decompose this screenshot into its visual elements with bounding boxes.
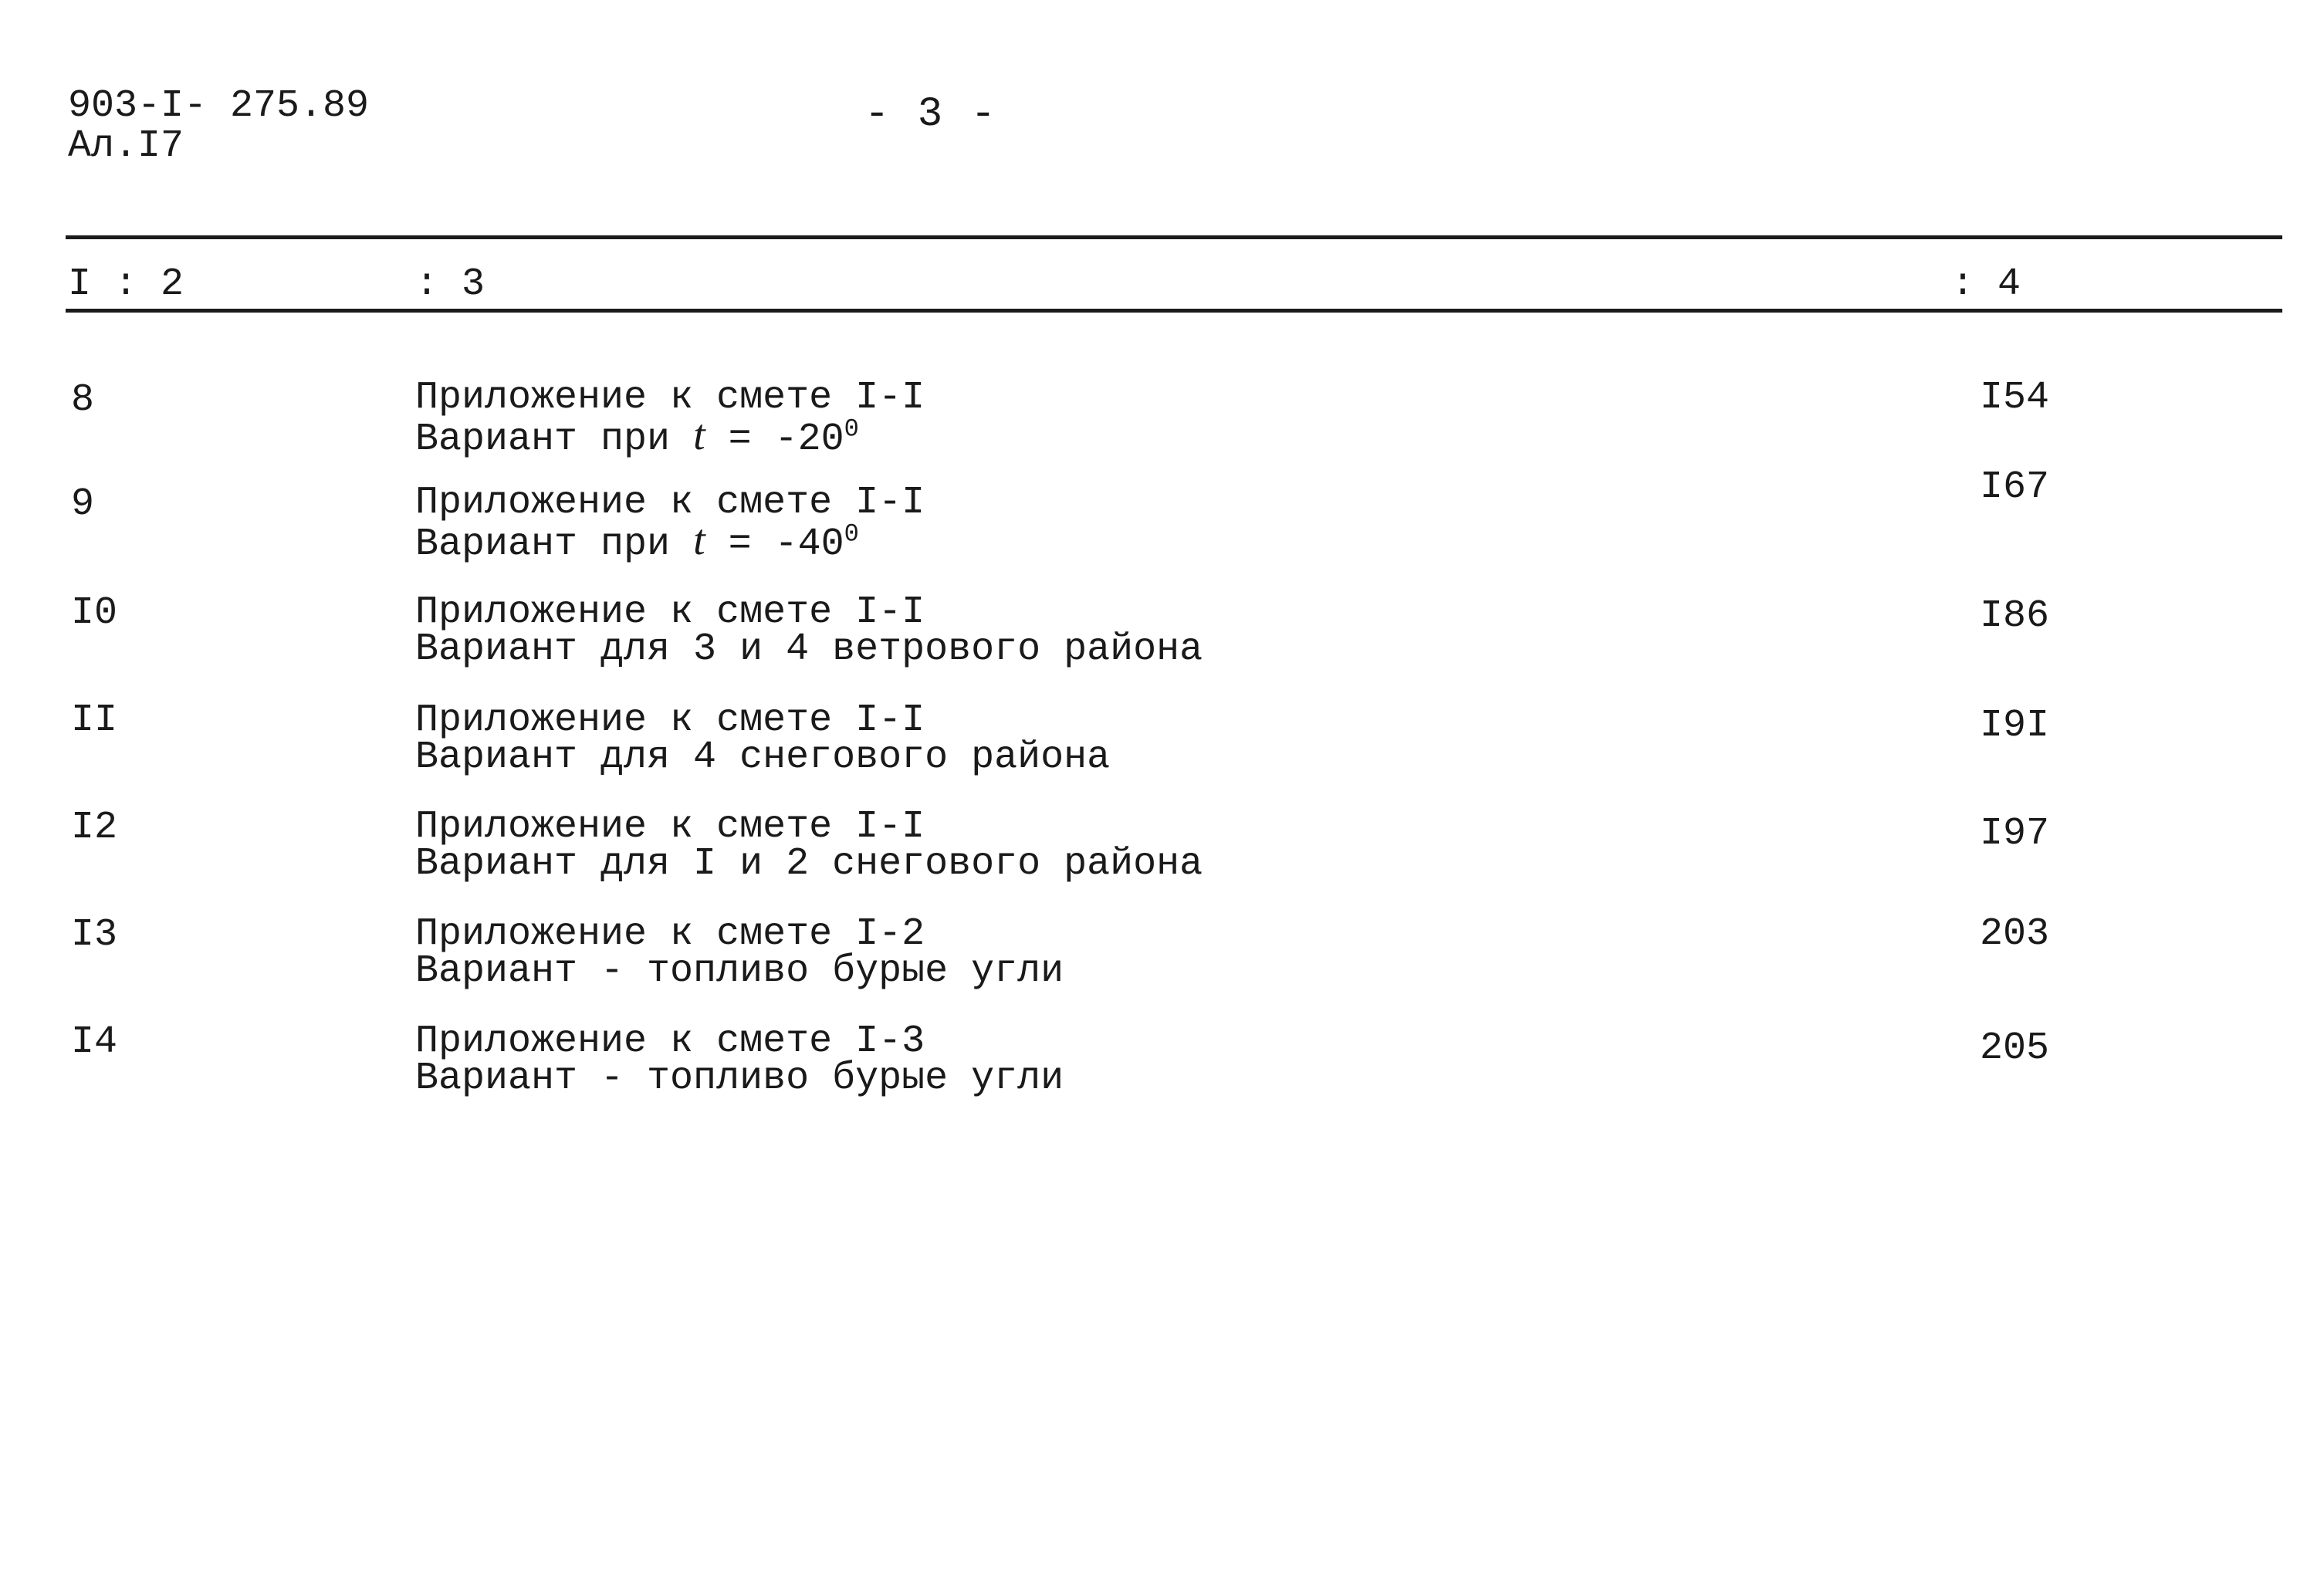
row-title: Приложение к смете I-I — [415, 590, 925, 634]
document-code — [68, 86, 369, 167]
row-page-number: I97 — [1980, 812, 2050, 856]
table-row — [415, 481, 925, 566]
row-subtitle: Вариант при $t = -20^0$ — [415, 411, 859, 462]
column-header-4: : 4 — [1951, 262, 2021, 306]
row-page-number: I67 — [1980, 465, 2050, 509]
row-page-number: 203 — [1980, 912, 2050, 956]
row-title: Приложение к смете I-I — [415, 481, 925, 525]
degree-sign: 0 — [844, 414, 859, 444]
row-page-number: I86 — [1980, 594, 2050, 638]
row-subtitle: Вариант - топливо бурые угли — [415, 1057, 1064, 1101]
row-subtitle: Вариант при $t = -40^0$ — [415, 516, 859, 566]
table-row — [415, 912, 1064, 993]
row-subtitle: Вариант для 3 и 4 ветрового района — [415, 627, 1203, 671]
degree-sign: 0 — [844, 519, 859, 549]
page-number: - 3 - — [864, 91, 998, 138]
table-row — [415, 376, 925, 462]
row-number: I0 — [71, 591, 118, 635]
row-number: 8 — [71, 378, 95, 422]
row-title: Приложение к смете I-2 — [415, 912, 925, 956]
document-code-line1: 903-I- 275.89 — [68, 84, 370, 128]
row-number: I2 — [71, 806, 118, 850]
row-title: Приложение к смете I-I — [415, 376, 925, 420]
row-subtitle: Вариант для I и 2 снегового района — [415, 842, 1203, 886]
table-row — [415, 1019, 1064, 1101]
row-subtitle: Вариант для 4 снегового района — [415, 735, 1111, 779]
temperature-variable: t — [693, 516, 705, 564]
row-page-number: I9I — [1980, 704, 2050, 748]
document-code-line2: Ал.I7 — [68, 124, 184, 168]
row-number: I4 — [71, 1020, 118, 1064]
row-page-number: 205 — [1980, 1026, 2050, 1070]
table-row — [415, 590, 1203, 671]
table-row — [415, 698, 1111, 779]
row-number: 9 — [71, 482, 95, 526]
row-title: Приложение к смете I-I — [415, 698, 925, 742]
row-subtitle: Вариант - топливо бурые угли — [415, 949, 1064, 993]
row-number: I3 — [71, 913, 118, 957]
column-header-3: : 3 — [415, 262, 485, 306]
table-top-rule — [66, 235, 2282, 239]
table-row — [415, 805, 1203, 886]
row-number: II — [71, 698, 118, 742]
table-header-rule — [66, 309, 2282, 313]
row-title: Приложение к смете I-3 — [415, 1019, 925, 1063]
row-title: Приложение к смете I-I — [415, 805, 925, 849]
row-page-number: I54 — [1980, 376, 2050, 420]
temperature-variable: t — [693, 411, 705, 459]
column-header-1-2: I : 2 — [68, 262, 184, 306]
